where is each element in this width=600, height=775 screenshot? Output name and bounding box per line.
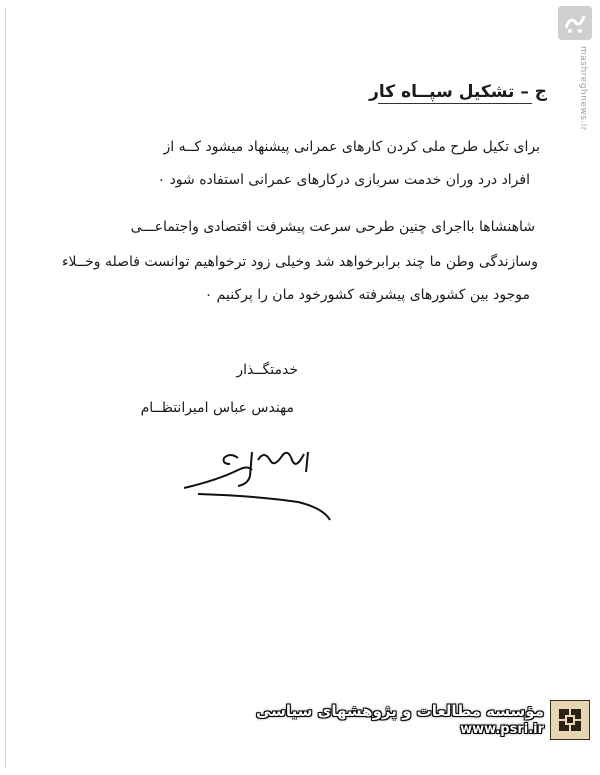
mashregh-logo-icon — [558, 6, 592, 40]
paragraph-2-line-1: شاهنشاها بااجرای چنین طرحی سرعت پیشرفت اقتصادی واجتماعـــی — [130, 219, 535, 235]
footer-branding — [255, 700, 590, 742]
institute-url[interactable]: www.psri.ir — [460, 722, 544, 737]
paragraph-1-line-1: برای تکیل طرح ملی کردن کارهای عمرانی پیشنهاد میشود کــه از — [163, 139, 540, 155]
page-edge-line — [5, 8, 6, 768]
watermark-site: mashreghnews.ir — [578, 46, 588, 131]
paragraph-2-line-2: وسازندگی وطن ما چند برابرخواهد شد وخیلی زود ترخواهیم توانست فاصله وخــلاء — [61, 254, 538, 270]
handwritten-signature — [178, 440, 338, 525]
heading-underline — [378, 103, 532, 104]
closing-phrase: خدمتگــذار — [236, 362, 298, 378]
psri-logo-icon — [550, 700, 590, 740]
paragraph-2-line-3: موجود بین کشورهای پیشرفته کشورخود مان را پرکنیم ٠ — [204, 287, 530, 303]
signer-name: مهندس عباس امیرانتظــام — [140, 400, 294, 416]
section-heading: ج – تشکیل سپــاه کار — [369, 82, 547, 102]
institute-name: مؤسسه مطالعات و پژوهشهای سیاسی — [255, 702, 544, 720]
paragraph-1-line-2: افراد درد وران خدمت سربازی درکارهای عمرانی استفاده شود ٠ — [157, 172, 530, 188]
